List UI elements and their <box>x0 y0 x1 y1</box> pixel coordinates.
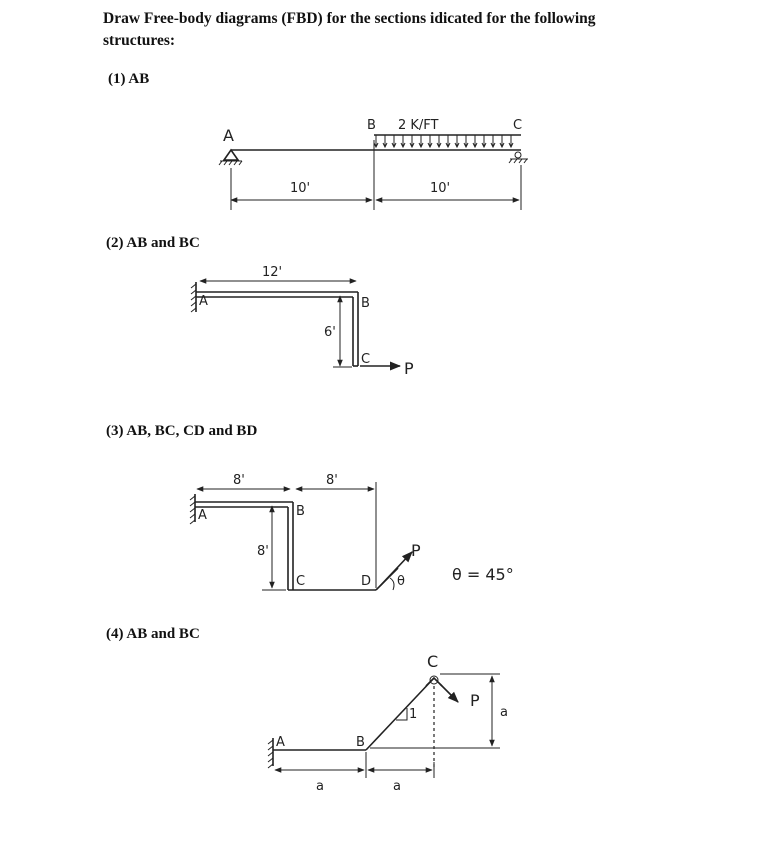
dim-bc: a <box>393 779 401 794</box>
dim-vertical: a <box>500 705 508 720</box>
problem-4-heading: (4) AB and BC <box>106 626 200 642</box>
problem-4-figure <box>268 652 508 794</box>
dim-bd: 8' <box>326 473 338 488</box>
dim-vertical: 6' <box>324 325 336 340</box>
problem-3-heading: (3) AB, BC, CD and BD <box>106 423 258 439</box>
dim-horizontal: 12' <box>262 265 283 280</box>
problem-3-figure <box>190 473 514 590</box>
fixed-support-a <box>190 494 195 524</box>
label-c: C <box>361 352 371 367</box>
label-p: P <box>411 541 421 560</box>
label-b: B <box>356 735 365 750</box>
label-d: D <box>361 574 372 589</box>
label-b: B <box>367 118 376 133</box>
label-p: P <box>404 359 414 378</box>
label-a: A <box>198 508 207 523</box>
load-label: 2 K/FT <box>398 118 439 133</box>
label-p: P <box>470 691 480 710</box>
dim-ab: 10' <box>290 181 311 196</box>
label-c: C <box>296 574 306 589</box>
fixed-support-a <box>268 738 273 768</box>
dim-ab: a <box>316 779 324 794</box>
problem-1-heading: (1) AB <box>108 71 150 87</box>
label-a: A <box>276 735 285 750</box>
label-c: C <box>427 652 439 671</box>
dim-bc: 10' <box>430 181 451 196</box>
load-p-arrow <box>440 684 458 702</box>
label-b: B <box>296 504 305 519</box>
load-p-arrow <box>380 552 412 586</box>
title-line-1: Draw Free-body diagrams (FBD) for the sections idicated for the following <box>103 10 596 27</box>
problem-2-heading: (2) AB and BC <box>106 235 200 251</box>
title-line-2: structures: <box>103 32 176 49</box>
problem-2-figure <box>191 265 414 378</box>
angle-note: θ = 45° <box>452 565 514 584</box>
label-b: B <box>361 296 370 311</box>
problem-1-figure <box>219 118 528 210</box>
label-c: C <box>513 118 523 133</box>
fixed-support-a <box>191 282 196 312</box>
label-a: A <box>223 126 234 145</box>
pin-support-a <box>219 150 242 165</box>
slope-triangle <box>396 708 407 720</box>
distributed-load <box>374 135 521 147</box>
dim-vertical: 8' <box>257 544 269 559</box>
dim-ab: 8' <box>233 473 245 488</box>
member-bc <box>366 678 434 750</box>
label-a: A <box>199 294 208 309</box>
roller-support-c <box>509 152 528 163</box>
slope-label: 1 <box>409 707 418 722</box>
label-theta: θ <box>397 574 405 589</box>
